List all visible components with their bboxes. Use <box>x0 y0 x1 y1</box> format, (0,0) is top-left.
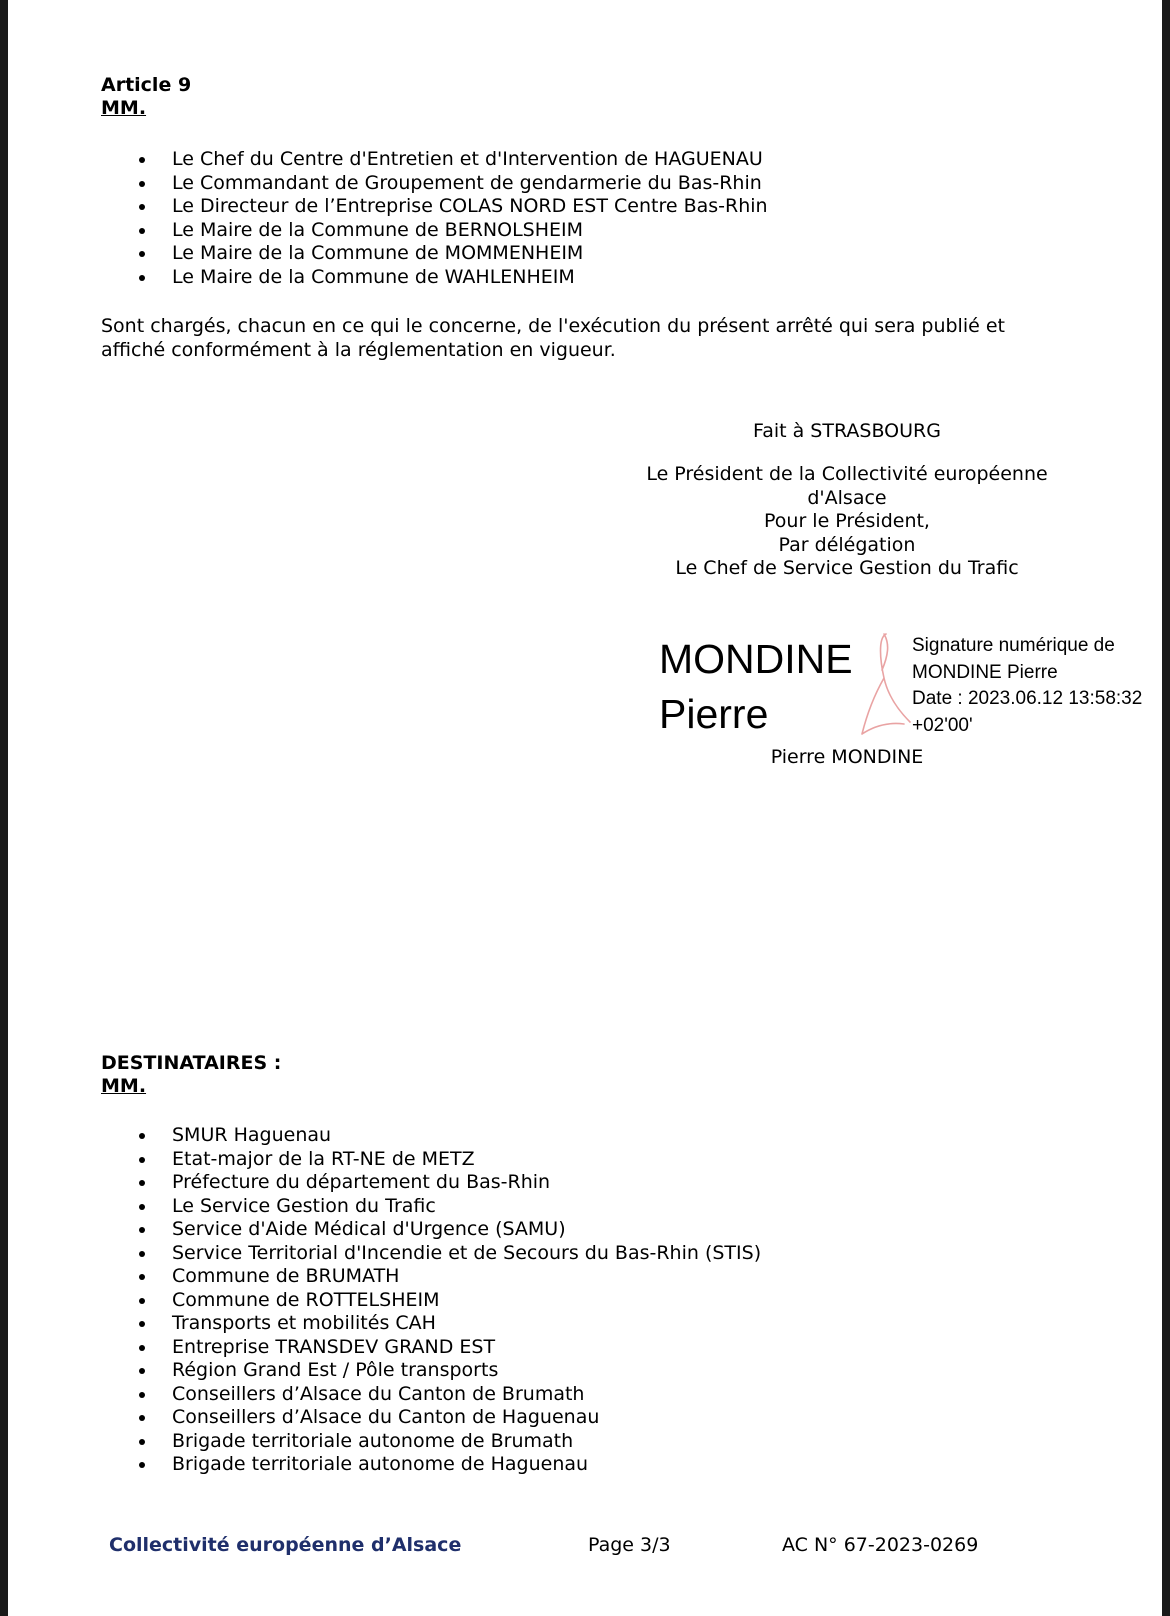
article-recipient-item: Le Chef du Centre d'Entretien et d'Intervention de HAGUENAU <box>101 148 768 172</box>
destinataire-item: Le Service Gestion du Trafic <box>101 1195 761 1219</box>
signer-first-name: Pierre <box>659 691 769 737</box>
article-recipient-item: Le Maire de la Commune de WAHLENHEIM <box>101 266 768 290</box>
destinataire-item: Région Grand Est / Pôle transports <box>101 1359 761 1383</box>
digital-signature-line: Date : 2023.06.12 13:58:32 <box>912 688 1143 709</box>
digital-signature-icon <box>854 630 914 740</box>
destinataire-item: Service d'Aide Médical d'Urgence (SAMU) <box>101 1218 761 1242</box>
destinataire-item: Etat-major de la RT-NE de METZ <box>101 1148 761 1172</box>
destinataires-list <box>101 1124 761 1477</box>
destinataire-item: Préfecture du département du Bas-Rhin <box>101 1171 761 1195</box>
article-recipient-item: Le Commandant de Groupement de gendarmerie du Bas-Rhin <box>101 172 768 196</box>
document-page <box>8 0 1162 1616</box>
destinataire-item: Service Territorial d'Incendie et de Secours du Bas-Rhin (STIS) <box>101 1242 761 1266</box>
destinataire-item: Commune de BRUMATH <box>101 1265 761 1289</box>
signatory-title-block <box>609 463 1085 581</box>
handwritten-signature-name <box>659 632 853 742</box>
article-recipient-list <box>101 148 768 289</box>
footer-page-number: Page 3/3 <box>588 1534 671 1556</box>
digital-signature-details <box>912 633 1162 739</box>
place-line: Fait à STRASBOURG <box>753 420 941 442</box>
footer-reference: AC N° 67-2023-0269 <box>782 1534 979 1556</box>
signatory-title-line: Par délégation <box>778 533 916 556</box>
article-heading <box>101 74 191 120</box>
digital-signature-line: +02'00' <box>912 714 973 736</box>
signer-last-name: MONDINE <box>659 636 853 682</box>
article-salutation: MM. <box>101 97 147 119</box>
footer-organization: Collectivité européenne d’Alsace <box>109 1534 462 1556</box>
article-recipient-item: Le Maire de la Commune de BERNOLSHEIM <box>101 219 768 243</box>
destinataires-heading <box>101 1052 281 1098</box>
destinataires-title: DESTINATAIRES : <box>101 1052 282 1074</box>
article-title: Article 9 <box>101 74 192 96</box>
destinataire-item: SMUR Haguenau <box>101 1124 761 1148</box>
destinataire-item: Conseillers d’Alsace du Canton de Haguenau <box>101 1406 761 1430</box>
destinataire-item: Conseillers d’Alsace du Canton de Brumath <box>101 1383 761 1407</box>
destinataires-salutation: MM. <box>101 1075 147 1097</box>
destinataire-item: Brigade territoriale autonome de Brumath <box>101 1430 761 1454</box>
signatory-title-line: d'Alsace <box>807 486 887 509</box>
signatory-title-line: Le Président de la Collectivité européenne <box>646 463 1048 485</box>
digital-signature-line: Signature numérique de <box>912 635 1115 656</box>
article-recipient-item: Le Directeur de l’Entreprise COLAS NORD EST Centre Bas-Rhin <box>101 195 768 219</box>
printed-signer-name: Pierre MONDINE <box>770 746 924 768</box>
execution-paragraph: Sont chargés, chacun en ce qui le concerne, de l'exécution du présent arrêté qui sera publié et affiché conformément à la réglementation en vigueur. <box>101 315 1005 361</box>
destinataire-item: Brigade territoriale autonome de Haguenau <box>101 1453 761 1477</box>
destinataire-item: Commune de ROTTELSHEIM <box>101 1289 761 1313</box>
destinataire-item: Entreprise TRANSDEV GRAND EST <box>101 1336 761 1360</box>
signatory-title-line: Le Chef de Service Gestion du Trafic <box>675 557 1019 579</box>
article-recipient-item: Le Maire de la Commune de MOMMENHEIM <box>101 242 768 266</box>
digital-signature-line: MONDINE Pierre <box>912 661 1058 683</box>
destinataire-item: Transports et mobilités CAH <box>101 1312 761 1336</box>
signatory-title-line: Pour le Président, <box>764 510 930 532</box>
